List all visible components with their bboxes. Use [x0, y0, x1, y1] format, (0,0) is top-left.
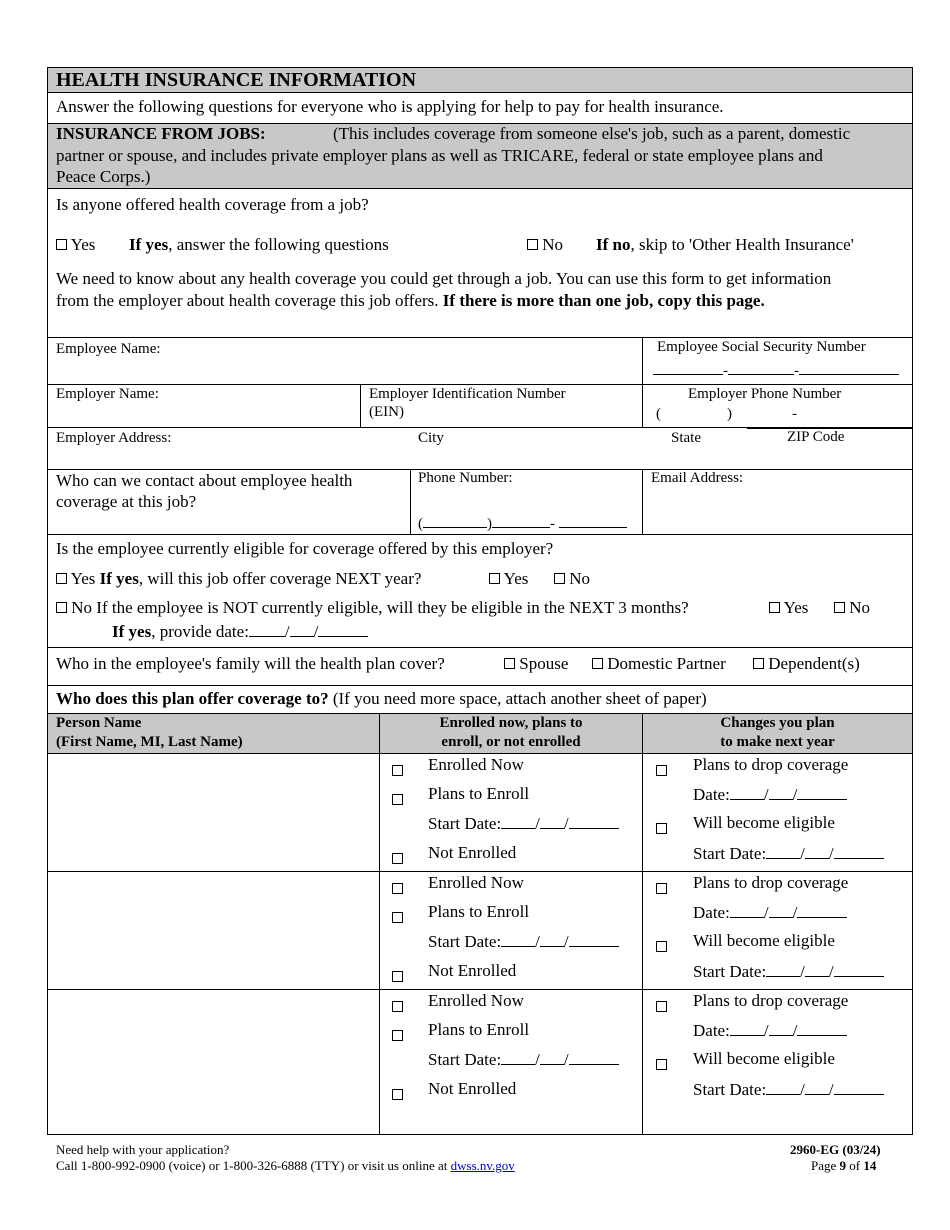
employee-name-field[interactable] [48, 358, 641, 384]
jobs-desc-1: (This includes coverage from someone else's job, such as a parent, domestic [333, 124, 851, 143]
employer-phone-field[interactable]: ( ) - [656, 406, 797, 422]
if-no-rest: , skip to 'Other Health Insurance' [630, 235, 854, 254]
col-person-name-1: Person Name [56, 715, 142, 731]
drop-date: Date: / / [693, 902, 847, 923]
will-become-eligible-label: Will become eligible [693, 1049, 835, 1068]
next-year-no-label: No [569, 569, 591, 588]
not-enrolled-label: Not Enrolled [428, 843, 517, 862]
will-become-eligible-label: Will become eligible [693, 813, 835, 832]
zip-label: ZIP Code [787, 429, 845, 445]
three-months-yes-label: Yes [783, 598, 809, 617]
eligible-yes-label: Yes [70, 569, 96, 588]
employer-name-label: Employer Name: [56, 386, 159, 402]
not-enrolled-label: Not Enrolled [428, 961, 517, 980]
date-field[interactable]: / / [730, 1021, 847, 1040]
provide-if-yes: If yes [112, 622, 152, 641]
employer-address-label: Employer Address: [56, 430, 172, 446]
enroll-start-date: Start Date: / / [428, 813, 619, 834]
dependents-label: Dependent(s) [768, 654, 860, 673]
plan-question [56, 689, 707, 709]
not-enrolled-checkbox-3[interactable] [392, 1089, 403, 1100]
plans-to-enroll-label: Plans to Enroll [428, 1020, 530, 1039]
date-field[interactable]: / / [730, 785, 847, 804]
eligible-no-checkbox[interactable] [56, 602, 67, 613]
date-field[interactable]: / / [501, 814, 618, 833]
not-enrolled-checkbox-2[interactable] [392, 971, 403, 982]
domestic-partner-checkbox[interactable] [592, 658, 603, 669]
dependents-row [753, 654, 860, 674]
plans-to-drop-checkbox-3[interactable] [656, 1001, 667, 1012]
col-changes-1: Changes you plan [720, 715, 835, 731]
not-enrolled-label: Not Enrolled [428, 1079, 517, 1098]
plans-to-drop-checkbox-1[interactable] [656, 765, 667, 776]
will-become-eligible-label: Will become eligible [693, 931, 835, 950]
domestic-partner-row [592, 654, 726, 674]
city-label: City [418, 430, 444, 446]
employee-ssn-label: Employee Social Security Number [657, 339, 866, 355]
date-field[interactable]: / / [730, 903, 847, 922]
will-become-eligible-checkbox-3[interactable] [656, 1059, 667, 1070]
employer-name-field[interactable] [48, 404, 359, 426]
enroll-start-date: Start Date: / / [428, 1049, 619, 1070]
job-coverage-no-instruction [596, 235, 854, 255]
ein-label-1: Employer Identification Number [369, 386, 566, 402]
date-field[interactable]: / / [501, 932, 618, 951]
domestic-partner-label: Domestic Partner [607, 654, 726, 673]
drop-date: Date: / / [693, 1020, 847, 1041]
employee-ssn-field[interactable]: - - [653, 359, 899, 380]
provide-date-label: , provide date: [151, 622, 249, 641]
job-coverage-question: Is anyone offered health coverage from a job? [56, 195, 369, 214]
next-year-no-checkbox[interactable] [554, 573, 565, 584]
col-person-name-2: (First Name, MI, Last Name) [56, 734, 243, 750]
dependents-checkbox[interactable] [753, 658, 764, 669]
eligible-no-row [56, 598, 689, 618]
state-label: State [671, 430, 701, 446]
job-info-para-1: We need to know about any health coverage you could get through a job. You can use this form to get information [56, 269, 832, 288]
if-yes-rest: , answer the following questions [168, 235, 389, 254]
family-question: Who in the employee's family will the health plan cover? [56, 654, 445, 673]
contact-phone-label: Phone Number: [418, 470, 513, 486]
will-become-eligible-checkbox-1[interactable] [656, 823, 667, 834]
next-year-yes-row [489, 569, 528, 589]
enroll-start-date: Start Date: / / [428, 931, 619, 952]
job-coverage-no-label: No [542, 235, 564, 254]
eligible-yes-checkbox[interactable] [56, 573, 67, 584]
plans-to-drop-label: Plans to drop coverage [693, 873, 849, 892]
plans-to-enroll-checkbox-2[interactable] [392, 912, 403, 923]
section-title: HEALTH INSURANCE INFORMATION [56, 69, 417, 91]
form-id: 2960-EG (03/24) [790, 1142, 881, 1157]
footer-contact [56, 1158, 515, 1174]
job-coverage-yes-instruction [129, 235, 389, 255]
will-become-eligible-checkbox-2[interactable] [656, 941, 667, 952]
col-enrolled-1: Enrolled now, plans to [439, 715, 583, 731]
three-months-no-checkbox[interactable] [834, 602, 845, 613]
jobs-desc-2: partner or spouse, and includes private employer plans as well as TRICARE, federal or state employee plans and [56, 146, 823, 165]
eligible-start-date: Start Date: / / [693, 1079, 884, 1100]
enrolled-now-label: Enrolled Now [428, 873, 524, 892]
contact-phone-field[interactable]: ( ) - [418, 512, 627, 533]
job-coverage-yes-row [56, 235, 95, 255]
intro-text: Answer the following questions for everyone who is applying for help to pay for health insurance. [56, 97, 724, 116]
frame-right [912, 67, 913, 1134]
plans-to-drop-checkbox-2[interactable] [656, 883, 667, 894]
person-name-field-2[interactable] [48, 872, 378, 988]
date-field[interactable]: / / [766, 1080, 883, 1099]
employer-phone-label: Employer Phone Number [688, 386, 842, 402]
spouse-row [504, 654, 568, 674]
eligible-start-date: Start Date: / / [693, 961, 884, 982]
enrolled-now-checkbox-2[interactable] [392, 883, 403, 894]
person-name-field-1[interactable] [48, 754, 378, 870]
plans-to-enroll-checkbox-1[interactable] [392, 794, 403, 805]
col-changes-2: to make next year [720, 734, 835, 750]
three-months-no-label: No [849, 598, 871, 617]
eligible-yes-row [56, 569, 421, 589]
enrolled-now-label: Enrolled Now [428, 755, 524, 774]
plan-question-rest: (If you need more space, attach another sheet of paper) [328, 689, 707, 708]
if-yes-bold: If yes [129, 235, 169, 254]
jobs-heading: INSURANCE FROM JOBS: [56, 124, 266, 143]
plan-question-bold: Who does this plan offer coverage to? [56, 689, 329, 708]
employer-address-field[interactable] [48, 448, 911, 468]
dwss-link[interactable]: dwss.nv.gov [450, 1158, 515, 1173]
plans-to-enroll-label: Plans to Enroll [428, 784, 530, 803]
three-months-yes-checkbox[interactable] [769, 602, 780, 613]
eligible-if-yes: If yes [99, 569, 139, 588]
not-enrolled-checkbox-1[interactable] [392, 853, 403, 864]
contact-label-2: coverage at this job? [56, 492, 197, 511]
job-coverage-no-checkbox[interactable] [527, 239, 538, 250]
person-name-field-3[interactable] [48, 990, 378, 1106]
next-year-no-row [554, 569, 590, 589]
job-info-para-2 [56, 291, 765, 311]
ein-field[interactable] [430, 404, 640, 426]
contact-label-1: Who can we contact about employee health [56, 471, 353, 490]
three-months-no-row [834, 598, 870, 618]
plans-to-drop-label: Plans to drop coverage [693, 991, 849, 1010]
eligible-if-yes-rest: , will this job offer coverage NEXT year? [138, 569, 422, 588]
email-label: Email Address: [651, 470, 744, 486]
page-number: Page 9 of 14 [811, 1158, 877, 1173]
date-field[interactable]: / / [501, 1050, 618, 1069]
drop-date: Date: / / [693, 784, 847, 805]
eligible-no-rest: If the employee is NOT currently eligible, will they be eligible in the NEXT 3 months? [96, 598, 689, 617]
copy-page-note: If there is more than one job, copy this page. [442, 291, 765, 310]
eligible-start-date: Start Date: / / [693, 843, 884, 864]
three-months-yes-row [769, 598, 808, 618]
eligibility-question: Is the employee currently eligible for coverage offered by this employer? [56, 539, 554, 558]
footer-call: Call 1-800-992-0900 (voice) or 1-800-326-6888 (TTY) or visit us online at [56, 1158, 451, 1173]
enrolled-now-checkbox-1[interactable] [392, 765, 403, 776]
plans-to-enroll-checkbox-3[interactable] [392, 1030, 403, 1041]
if-no-bold: If no [596, 235, 631, 254]
ein-label-2: (EIN) [369, 404, 404, 420]
date-field[interactable]: / / [766, 962, 883, 981]
plans-to-enroll-label: Plans to Enroll [428, 902, 530, 921]
col-enrolled-2: enroll, or not enrolled [441, 734, 581, 750]
employee-name-label: Employee Name: [56, 341, 161, 357]
provide-date-field[interactable]: / / [249, 622, 368, 641]
job-info-para-2-text: from the employer about health coverage this job offers. [56, 291, 439, 310]
enrolled-now-label: Enrolled Now [428, 991, 524, 1010]
jobs-desc-3: Peace Corps.) [56, 167, 151, 186]
job-coverage-yes-checkbox[interactable] [56, 239, 67, 250]
job-coverage-yes-label: Yes [70, 235, 96, 254]
footer-help: Need help with your application? [56, 1142, 230, 1157]
enrolled-now-checkbox-3[interactable] [392, 1001, 403, 1012]
next-year-yes-label: Yes [503, 569, 529, 588]
plans-to-drop-label: Plans to drop coverage [693, 755, 849, 774]
email-field[interactable] [643, 490, 911, 533]
date-field[interactable]: / / [766, 844, 883, 863]
eligible-no-label: No [71, 598, 93, 617]
spouse-checkbox[interactable] [504, 658, 515, 669]
provide-date-row [112, 621, 368, 642]
next-year-yes-checkbox[interactable] [489, 573, 500, 584]
spouse-label: Spouse [519, 654, 569, 673]
job-coverage-no-row [527, 235, 563, 255]
